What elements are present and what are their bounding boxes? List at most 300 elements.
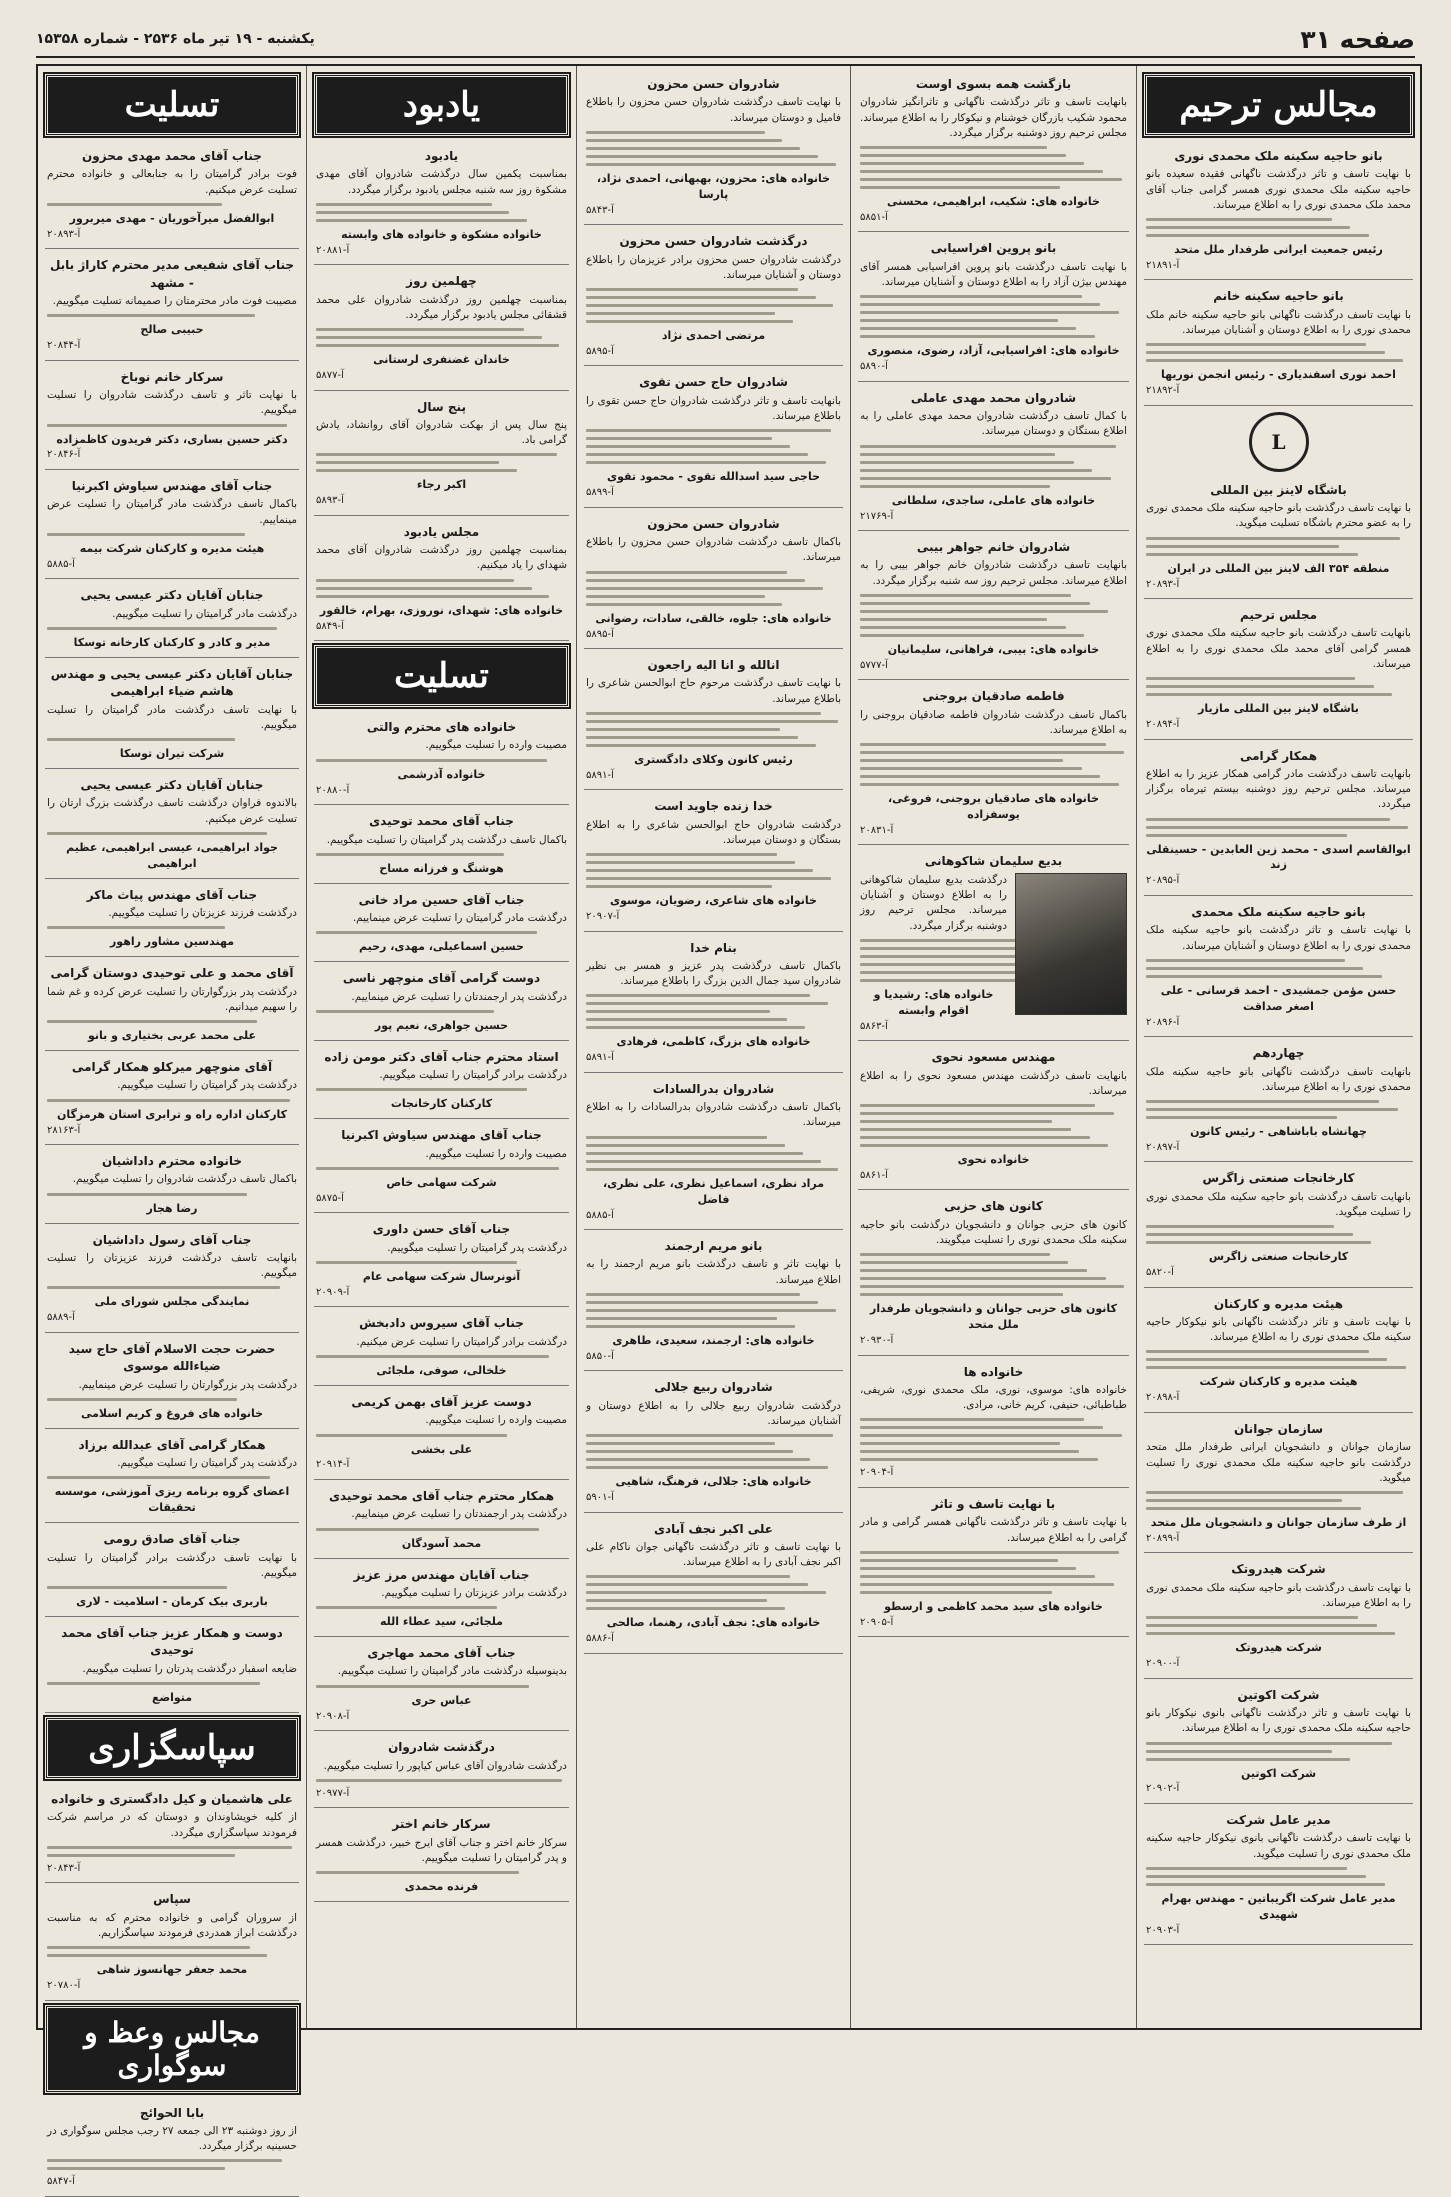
notice-signature: منطقه ۳۵۴ الف لاینز بین المللی در ایران	[1167, 561, 1390, 575]
notice-text-lines	[586, 288, 841, 323]
text-line	[586, 1325, 795, 1328]
text-line	[47, 533, 245, 536]
notice-body: بالاندوه فراوان درگذشت تاسف درگذشت بزرگ ارتان را تسلیت عرض میکنیم.	[47, 797, 297, 825]
notice-col3-3	[584, 512, 843, 649]
text-line	[1146, 1108, 1398, 1111]
notice-code: آ-۲۱۸۹۲	[1146, 385, 1180, 397]
notice-code: آ-۲۰۸۴۶	[47, 449, 81, 461]
notice-code: آ-۲۰۹۱۴	[316, 1459, 350, 1471]
notice-col5-11	[1144, 1683, 1413, 1804]
text-line	[860, 626, 1066, 629]
notice-text-lines	[860, 1104, 1127, 1147]
text-line	[1146, 1366, 1406, 1369]
notice-signature: کارکنان اداره راه و ترابری استان هرمزگان	[56, 1107, 288, 1121]
notice-text-lines	[47, 2159, 297, 2170]
text-line	[860, 186, 1060, 189]
col1-notices-bottom	[45, 2101, 299, 2197]
notice-col1-4	[45, 583, 299, 658]
text-line	[586, 1010, 770, 1013]
text-line	[1146, 685, 1374, 688]
notice-body: درگذشت پدر ارجمندتان را تسلیت عرض مینماییم.	[351, 1508, 567, 1521]
text-line	[586, 139, 782, 142]
col1-notices-mid	[45, 1787, 299, 2001]
text-line	[316, 931, 537, 934]
text-line	[586, 429, 831, 432]
notice-code: آ-۲۰۸۹۸	[1146, 1392, 1180, 1404]
notice-body: بانهایت تاسف درگذشت مادر گرامی همکار عزیز را به اطلاع میرساند. مجلس ترحیم روز دوشنبه بیستم تیرماه برگزار میگردد.	[1146, 767, 1411, 811]
text-line	[586, 1309, 836, 1312]
text-line	[316, 219, 527, 222]
notice-signature: خانواده های: افراسیابی، آزاد، رضوی، منصوری	[867, 344, 1120, 358]
notice-body: بانهایت تاسف درگذشت مهندس مسعود نحوی را به اطلاع میرساند.	[860, 1069, 1127, 1097]
text-line	[316, 1010, 494, 1013]
notice-text-lines	[1146, 343, 1411, 362]
text-line	[860, 303, 1100, 306]
text-line	[316, 328, 524, 331]
notice-text-lines	[586, 1136, 841, 1171]
notice-body: بدینوسیله درگذشت مادر گرامیتان را تسلیت میگوییم.	[337, 1665, 567, 1678]
notice-code: آ-۵۸۹۵	[586, 628, 614, 640]
notice-col1-8	[45, 961, 299, 1051]
text-line	[860, 743, 1106, 746]
notice-title: جناب آقای صادق رومی	[103, 1532, 241, 1547]
notice-text-lines	[47, 926, 297, 929]
notice-col1-17	[45, 1887, 299, 2000]
text-line	[586, 461, 826, 464]
text-line	[860, 170, 1103, 173]
text-line	[47, 1682, 260, 1685]
notice-body: باکمال تاسف درگذشت مادر گرامیتان را تسلیت عرض مینماییم.	[47, 498, 297, 526]
notice-text-lines	[586, 853, 841, 888]
text-line	[586, 437, 772, 440]
notice-title: پنج سال	[417, 399, 466, 414]
notice-col3-8	[584, 1234, 843, 1371]
notice-signature: شرکت اکوتین	[1240, 1766, 1317, 1780]
text-line	[586, 595, 765, 598]
notice-code: آ-۵۸۸۹	[47, 1312, 75, 1324]
text-line	[1146, 975, 1382, 978]
text-line	[860, 1128, 1071, 1131]
text-line	[586, 1293, 800, 1296]
notice-col5-2	[1144, 478, 1413, 599]
notice-signature: خانواده های: شهدای، نوروزی، بهرام، خالقور	[319, 603, 564, 617]
notice-signature: هوشنگ و فرزانه مساح	[379, 861, 504, 875]
notice-text-lines	[316, 328, 567, 347]
text-line	[860, 1277, 1106, 1280]
notice-text-lines	[316, 203, 567, 222]
text-line	[586, 155, 818, 158]
notice-text-lines	[860, 743, 1127, 786]
notice-code: آ-۲۰۸۸۱	[316, 244, 350, 256]
notice-signature: هیئت مدیره و کارکنان شرکت بیمه	[79, 541, 265, 555]
text-line	[1146, 1233, 1353, 1236]
notice-title: انالله و انا الیه راجعون	[647, 658, 780, 672]
notice-text-lines	[47, 1099, 297, 1102]
notice-body: مصیبت وارده را تسلیت میگوییم.	[425, 1147, 567, 1160]
text-line	[1146, 826, 1408, 829]
text-line	[47, 738, 235, 741]
notice-text-lines	[316, 1355, 567, 1358]
notice-title: سرکار خانم اختر	[392, 1817, 491, 1832]
notice-signature: خانواده های: ارجمند، سعیدی، طاهری	[612, 1333, 815, 1347]
text-line	[860, 594, 1071, 597]
notice-signature: خانواده های بزرگ، کاظمی، فرهادی	[616, 1035, 811, 1049]
notice-text-lines	[1146, 1100, 1411, 1119]
notice-body: درگذشت شادروان حاج ابوالحسن شاعری را به اطلاع بستگان و دوستان میرساند.	[586, 818, 841, 846]
text-line	[1146, 693, 1392, 696]
text-line	[1146, 553, 1358, 556]
notice-signature: دکتر حسین بساری، دکتر فریدون کاظمزاده	[56, 432, 288, 446]
notice-title: فاطمه صادقیان بروجنی	[922, 689, 1065, 704]
text-line	[586, 1160, 821, 1163]
text-line	[586, 1458, 810, 1461]
notice-title: آقای محمد و علی توحیدی دوستان گرامی	[50, 966, 294, 981]
notice-text-lines	[860, 1551, 1127, 1594]
notice-text-lines	[586, 994, 841, 1029]
notice-code: آ-۲۰۸۹۳	[1146, 578, 1180, 590]
notice-code: آ-۲۰۸۴۳	[47, 1862, 81, 1874]
text-line	[586, 131, 765, 134]
notice-col5-0	[1144, 144, 1413, 280]
notice-col2-5	[314, 809, 569, 884]
text-line	[316, 1685, 529, 1688]
notice-body: درگذشت برادر گرامیتان را تسلیت عرض میکنیم.	[356, 1335, 567, 1348]
notice-text-lines	[1146, 1867, 1411, 1886]
notice-code: آ-۲۰۹۷۷	[316, 1787, 350, 1799]
banner-tasliyat-2: تسلیت	[314, 645, 569, 707]
text-line	[47, 2159, 282, 2162]
notice-code: آ-۲۰۸۹۶	[1146, 1016, 1180, 1028]
text-line	[586, 853, 777, 856]
text-line	[1146, 234, 1369, 237]
notice-title: استاد محترم جناب آقای دکتر مومن زاده	[324, 1049, 559, 1064]
text-line	[586, 869, 813, 872]
notice-col5-1	[1144, 284, 1413, 405]
col2-notices-top	[314, 144, 569, 641]
notice-body: بانهایت تاسف درگذشت فرزند عزیزتان را تسلیت میگوییم.	[47, 1251, 297, 1280]
notice-text-lines	[586, 1575, 841, 1610]
text-line	[1146, 218, 1332, 221]
notice-col2-0	[314, 144, 569, 265]
notice-text-lines	[316, 579, 567, 598]
notice-text-lines	[316, 931, 567, 934]
notice-text-lines	[316, 1779, 567, 1782]
notice-title: جناب آقای سیروس دادبخش	[359, 1316, 524, 1331]
text-line	[1146, 1616, 1358, 1619]
notice-title: شادروان حسن محزون	[647, 516, 780, 531]
notice-text-lines	[860, 295, 1127, 338]
notice-title: دوست عزیز آقای بهمن کریمی	[351, 1394, 532, 1409]
text-line	[1146, 226, 1350, 229]
notice-col2-4	[314, 715, 569, 805]
notice-col2-15	[314, 1641, 569, 1731]
notice-body: با نهایت تاسف و تاثر درگذشت ناگهانی بانو نیکوکار حاجیه سکینه ملک محمدی نوری را به اطلاع میرساند.	[1146, 1316, 1411, 1344]
text-line	[1146, 1350, 1369, 1353]
notice-body: باکمال تاسف درگذشت پدر گرامیتان را تسلیت میگوییم.	[326, 833, 567, 846]
notice-col2-7	[314, 966, 569, 1041]
notice-title: چهاردهم	[1252, 1046, 1305, 1061]
text-line	[860, 1136, 1090, 1139]
notice-signature: کانون های حزبی جوانان و دانشجویان طرفدار ملل متحد	[870, 1302, 1117, 1332]
notice-title: جناب آقای حسین مراد خانی	[358, 892, 525, 907]
text-line	[586, 885, 772, 888]
notice-body: با نهایت تاسف درگذشت شادروان حسن محزون را باطلاع فامیل و دوستان میرساند.	[586, 96, 841, 124]
notice-body: کانون های حزبی جوانان و دانشجویان درگذشت بانو حاجیه سکینه ملک محمدی نوری را تسلیت میگویند.	[860, 1218, 1127, 1246]
notice-body: درگذشت شادروان ربیع جلالی را به اطلاع دوستان و آشنایان میرساند.	[586, 1399, 841, 1427]
notice-title: شرکت اکوتین	[1237, 1687, 1320, 1702]
text-line	[1146, 1100, 1379, 1103]
notice-body: با نهایت تاسف درگذشت بانو حاجیه سکینه ملک محمدی نوری را به اطلاع میرساند.	[1146, 1581, 1411, 1610]
notice-col2-10	[314, 1217, 569, 1307]
notice-text-lines	[316, 1010, 567, 1013]
notice-signature: خانواده های: محزون، بهبهانی، احمدی نژاد، پارسا	[596, 171, 831, 201]
text-line	[316, 344, 559, 347]
notice-title: با نهایت تاسف و تاثر	[931, 1496, 1056, 1511]
text-line	[860, 1559, 1058, 1562]
notice-signature: احمد نوری اسفندیاری - رئیس انجمن نوریها	[1161, 368, 1396, 382]
notice-signature: علی محمد عربی بختیاری و بانو	[87, 1029, 257, 1043]
text-line	[47, 1586, 227, 1589]
notice-title: جناب آقای رسول داداشیان	[92, 1232, 252, 1247]
notice-signature: شرکت هیدروتک	[1235, 1641, 1322, 1655]
text-line	[586, 720, 838, 723]
col4-notices	[858, 72, 1129, 1637]
notice-code: آ-۵۹۰۱	[586, 1492, 614, 1504]
notice-signature: خانواده آذرشمی	[397, 767, 486, 781]
notice-text-lines	[316, 1167, 567, 1170]
notice-text-lines	[1146, 677, 1411, 696]
notice-title: بانو حاجیه سکینه خانم	[1213, 289, 1344, 304]
text-line	[586, 312, 775, 315]
notice-body: درگذشت پدر گرامیتان را تسلیت میگوییم.	[387, 1241, 567, 1254]
notice-body: با کمال تاسف درگذشت شادروان محمد مهدی عاملی را به اطلاع بستگان و دوستان میرساند.	[860, 410, 1127, 438]
col3-notices	[584, 72, 843, 1654]
notice-body: بانهایت تاسف و تاثر درگذشت ناگهانی و تاثرانگیز شادروان محمود شکیب بازرگان خوشنام و نیکوکار را به اطلاع میرساند. مجلس ترحیم روز دوشنبه برگزار میگردد.	[860, 96, 1127, 139]
notice-col1-9	[45, 1055, 299, 1145]
notice-signature: اکبر رجاء	[416, 478, 467, 492]
text-line	[586, 587, 823, 590]
notice-text-lines	[47, 314, 297, 317]
text-line	[586, 1450, 793, 1453]
text-line	[1146, 1875, 1366, 1878]
text-line	[1146, 1241, 1371, 1244]
text-line	[586, 728, 780, 731]
text-line	[860, 295, 1082, 298]
col5-notices	[1144, 144, 1413, 1945]
text-line	[316, 595, 549, 598]
notice-body: درگذشت پدر گرامیتان را تسلیت میگوییم.	[117, 1079, 297, 1092]
text-line	[586, 163, 836, 166]
notice-signature: مهندسین مشاور راهور	[109, 935, 235, 949]
notice-col4-1	[858, 236, 1129, 381]
notice-code: آ-۲۰۸۹۴	[1146, 719, 1180, 730]
notice-title: جناب آقایان مهندس مرز عزیز	[353, 1567, 530, 1582]
notice-col2-9	[314, 1123, 569, 1213]
notice-col2-6	[314, 888, 569, 963]
notice-title: مجلس ترحیم	[1239, 608, 1318, 623]
notice-code: آ-۵۸۸۵	[47, 558, 75, 570]
notice-text-lines	[47, 832, 297, 835]
notice-col4-5	[858, 849, 1129, 1041]
text-line	[316, 1355, 549, 1358]
notice-text-lines	[316, 759, 567, 762]
notice-body: باکمال تاسف درگذشت شادروان حسن محزون را باطلاع میرساند.	[586, 536, 841, 564]
text-line	[860, 618, 1047, 621]
notice-text-lines	[316, 1528, 567, 1531]
notice-text-lines	[586, 131, 841, 166]
notice-title: جناب آقای مهندس پیاث ماکر	[86, 887, 258, 902]
banner-tasliyat: تسلیت	[45, 74, 299, 136]
text-line	[47, 627, 277, 630]
text-line	[47, 314, 255, 317]
text-line	[316, 1528, 539, 1531]
text-line	[860, 1567, 1076, 1570]
notice-code: آ-۲۰۹۰۲	[1146, 1783, 1180, 1795]
text-line	[860, 1144, 1108, 1147]
notice-title: سرکار خانم نوباخ	[120, 369, 224, 384]
notice-title: جنابان آقایان دکتر عیسی یحیی	[80, 588, 264, 603]
notice-code: آ-۵۸۹۳	[316, 495, 344, 507]
text-line	[1146, 677, 1355, 680]
notice-col1-10	[45, 1149, 299, 1224]
notice-code: آ-۲۰۹۰۸	[316, 1710, 350, 1722]
notice-text-lines	[860, 146, 1127, 189]
text-line	[860, 1575, 1095, 1578]
notice-col1-18	[45, 2101, 299, 2197]
notice-code: آ-۵۸۴۷	[47, 2176, 75, 2188]
notice-signature: خانواده های: جلوه، خالقی، سادات، رضوانی	[595, 611, 832, 625]
notice-title: خدا زنده جاوید است	[654, 799, 773, 814]
notice-signature: خانواده های: شکیب، ابراهیمی، محسنی	[887, 195, 1100, 209]
notice-signature: محمد جعفر جهانسوز شاهی	[96, 1963, 248, 1977]
notice-col4-3	[858, 535, 1129, 680]
notice-signature: مرتضی احمدی نژاد	[661, 329, 766, 343]
notice-body: با نهایت تاسف درگذشت مرحوم حاج ابوالحسن شاعری را باطلاع میرساند.	[586, 677, 841, 705]
notice-title: خانواده های محترم والتی	[366, 720, 517, 735]
text-line	[860, 461, 1074, 464]
text-line	[586, 1144, 785, 1147]
text-line	[586, 147, 800, 150]
text-line	[860, 1285, 1124, 1288]
text-line	[586, 304, 833, 307]
notice-col3-0	[584, 72, 843, 225]
text-line	[1146, 959, 1345, 962]
notice-signature: خانواده نحوی	[957, 1152, 1030, 1166]
notice-text-lines	[316, 453, 567, 472]
text-line	[860, 311, 1119, 314]
notice-body: باکمال تاسف درگذشت شادروان را تسلیت میگوییم.	[72, 1173, 297, 1186]
notice-code: آ-۵۸۵۱	[860, 211, 888, 223]
notice-text-lines	[1146, 818, 1411, 837]
notice-title: جناب آقای محمد توحیدی	[369, 814, 514, 829]
notice-title: جنابان آقایان دکتر عیسی یحیی	[80, 777, 264, 792]
column-4	[850, 66, 1136, 2028]
text-line	[47, 203, 222, 206]
notice-body: درگذشت پدر بزرگوارتان را تسلیت عرض کرده و غم شما را سهیم میدانیم.	[47, 985, 297, 1013]
text-line	[316, 1606, 497, 1609]
notice-col3-1	[584, 229, 843, 366]
notice-code: آ-۵۸۵۰	[586, 1350, 614, 1362]
text-line	[860, 335, 1095, 338]
notice-title: بازگشت همه بسوی اوست	[915, 77, 1072, 91]
notice-text-lines	[1146, 1491, 1411, 1510]
notice-col1-3	[45, 474, 299, 579]
notice-text-lines	[47, 533, 297, 536]
notice-signature: خانواده های صادقیان بروجنی، فروغی، یوسفزاده	[887, 792, 1099, 822]
text-line	[860, 453, 1055, 456]
text-line	[860, 154, 1066, 157]
text-line	[860, 751, 1124, 754]
notice-code: آ-۲۰۸۸۰	[316, 784, 350, 796]
notice-body: بانهایت تاسف درگذشت بانو حاجیه سکینه ملک محمدی نوری را تسلیت میگوید.	[1146, 1190, 1411, 1218]
notice-title: همکار گرامی آقای عبدالله برزاد	[78, 1437, 266, 1452]
notice-signature: هیئت مدیره و کارکنان شرکت	[1199, 1375, 1358, 1389]
notice-col2-8	[314, 1045, 569, 1120]
notice-text-lines	[1146, 537, 1411, 556]
text-line	[47, 1846, 292, 1849]
notice-signature: شرکت تیران توسکا	[119, 747, 225, 760]
notice-body: بمناسبت یکمین سال درگذشت شادروان آقای مهدی مشکوة روز سه شنبه مجلس یادبود برگزار میگردد.	[316, 168, 567, 196]
notice-body: مصیبت وارده را تسلیت میگوییم.	[425, 739, 567, 752]
notice-code: آ-۵۸۸۵	[586, 1209, 614, 1221]
text-line	[1146, 545, 1339, 548]
notice-body: با نهایت تاسف درگذشت بانو پروین افراسیابی همسر آقای مهندس بیژن آزاد را به اطلاع دوستان و آشنایان میرساند.	[860, 260, 1127, 289]
notice-col5-12	[1144, 1808, 1413, 1945]
notice-title: جناب آقای محمد مهاجری	[367, 1646, 516, 1661]
notice-body: بمناسبت چهلمین روز درگذشت شادروان آقای محمد شهدای را یاد میکنیم.	[316, 544, 567, 572]
notice-body: بانهایت تاسف درگذشت شادروان خانم جواهر بیبی را به اطلاع میرساند. مجلس ترحیم روز سه شنبه برگزار میگردد.	[860, 559, 1127, 587]
text-line	[860, 1583, 1114, 1586]
notice-text-lines	[316, 1606, 567, 1609]
notice-text-lines	[1146, 1616, 1411, 1635]
notice-body: با نهایت تاثر و تاسف درگذشت بانو مریم ارجمند را به اطلاع میرساند.	[586, 1258, 841, 1286]
notice-body: درگذشت برادر عزیزتان را تسلیت میگوییم.	[381, 1586, 567, 1599]
text-line	[860, 485, 1050, 488]
col2-notices-bottom	[314, 715, 569, 1902]
notice-body: درگذشت پدر ارجمندتان را تسلیت عرض مینماییم.	[351, 990, 567, 1003]
notice-body: با نهایت تاسف درگذشت برادر گرامیتان را تسلیت میگوییم.	[47, 1551, 297, 1579]
notice-col4-2	[858, 386, 1129, 531]
text-line	[586, 861, 795, 864]
notice-col5-5	[1144, 900, 1413, 1037]
notice-signature: خانواده های فروغ و کریم اسلامی	[80, 1406, 264, 1420]
notice-signature: خانواده های: جلالی، فرهنگ، شاهیی	[615, 1475, 812, 1489]
notice-title: کارخانجات صنعتی زاگرس	[1202, 1171, 1355, 1186]
text-line	[586, 453, 808, 456]
notice-body: بمناسبت چهلمین روز درگذشت شادروان علی محمد قشقائی مجلس یادبود برگزار میگردد.	[316, 293, 567, 321]
notice-body: ضایعه اسفبار درگذشت پدرتان را تسلیت میگوییم.	[82, 1662, 297, 1675]
banner-sepasgozari: سپاسگزاری	[45, 1717, 299, 1779]
text-line	[860, 1418, 1084, 1421]
text-line	[586, 1466, 828, 1469]
text-line	[1146, 834, 1347, 837]
text-line	[47, 1398, 237, 1401]
notice-text-lines	[586, 712, 841, 747]
notice-signature: رضا هجار	[146, 1201, 198, 1215]
text-line	[860, 634, 1084, 637]
text-line	[860, 775, 1100, 778]
notice-title: علی هاشمیان و کیل دادگستری و خانواده	[51, 1791, 293, 1806]
text-line	[586, 1434, 833, 1437]
text-line	[1146, 818, 1390, 821]
notice-col3-7	[584, 1077, 843, 1230]
notice-code: آ-۲۰۹۰۹	[316, 1286, 350, 1298]
text-line	[586, 1599, 767, 1602]
text-line	[860, 445, 1116, 448]
notice-col3-6	[584, 936, 843, 1073]
notice-col1-12	[45, 1337, 299, 1429]
notice-col3-9	[584, 1375, 843, 1512]
